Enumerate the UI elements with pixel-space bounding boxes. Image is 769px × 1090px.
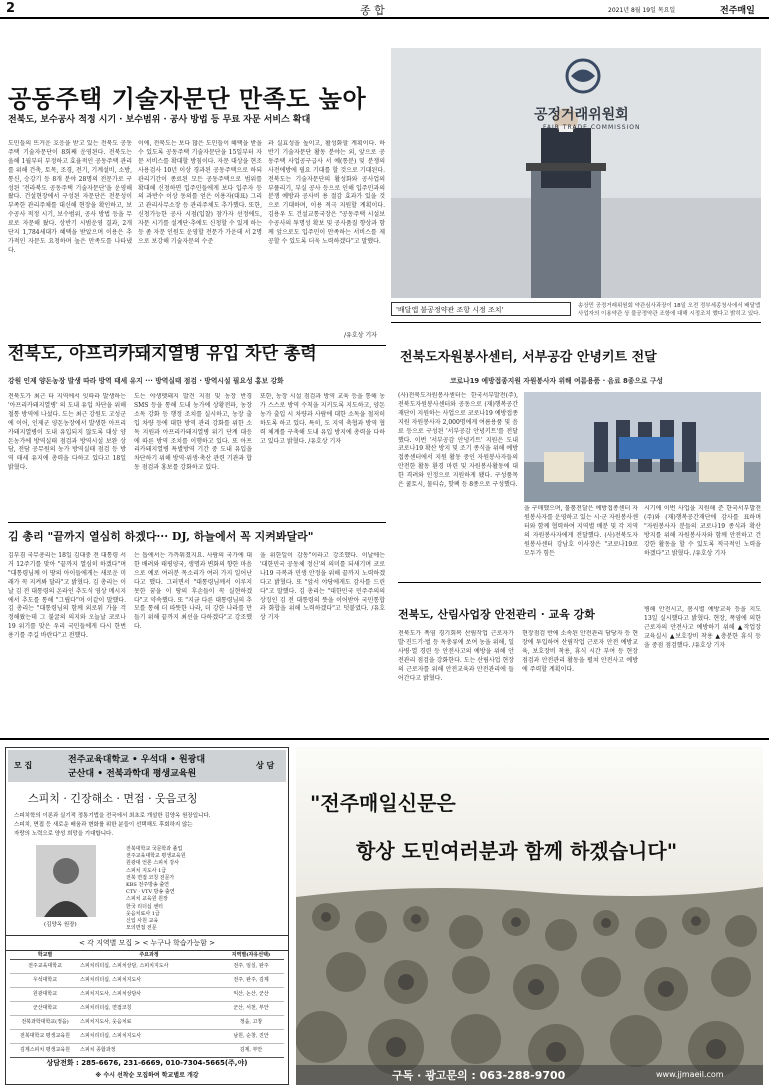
article3-headline: 김 총리 "끝까지 열심히 하겠다··· DJ, 하늘에서 꼭 지켜봐달라" xyxy=(8,530,314,543)
photo-illustration xyxy=(391,48,761,298)
table-header-cell: 학교별 xyxy=(37,952,53,958)
article3-col2: 는 돕에서는 가까워졌지요. 사람의 국가에 대한 배려와 태평양국, 생명과 변화의 향한 마음으로 예로 여러분 목소리가 여러 가지 일어난다고 했다. 그러면서 "대통령님께서 이루지 못한 꿈을 이 땅의 후손들이 꼭 실현하겠다"고 약속했다. 또 "지금 다른 대통령님의 추모를 통해 더 따뜻한 나라, 더 강한 나라를 만들기 위해 끝까지 최선을 다하겠다"고 강조했다. xyxy=(134,552,252,631)
profile-item: 스피치 지도사 1급 xyxy=(126,867,167,874)
table-cell: 스피치리더십, 스피치상담, 스피치지도사 xyxy=(80,963,169,969)
table-cell: 정읍, 고창 xyxy=(239,1019,263,1025)
article1-byline: /유호상 기자 xyxy=(344,332,377,339)
table-header-cell: 지역별(자유선택) xyxy=(231,952,271,958)
masthead-name: 전주매일 xyxy=(720,6,755,16)
article4-col1: (사)전북도자원봉사센터는 한국서부발전(주), 전북도자원봉사센터와 공동으로 (재)행복공간재단이 지원하는 사업으로 코로나19 예방접종지원 자원봉사자 2,000명에게 여름용품 및 음료 등으로 구성된 '서부공감 안녕키트'를 전달했다. 이번 '서부공감 안녕키트' 지원은 도내 코로나19 확산 방지 및 조기 종식을 위해 예방접종센터에서 지원 활동 중인 자원봉사자들의 안전한 활동 환경 마련 및 자원봉사활동에 대한 격려와 인정으로 지원하게 됐다. 구성품목은 쿨토시, 물티슈, 핫팩 등 8종으로 구성했다. xyxy=(398,392,518,489)
section-title: 종 합 xyxy=(360,4,385,17)
article2-subhead: 강원 인제 양돈농장 발생 따라 방역 태세 유지 ··· 방역실태 점검 · 방역시설 필요성 홍보 강화 xyxy=(8,377,284,385)
promo-url[interactable]: www.jjmaeil.com xyxy=(656,1070,724,1079)
ad-divider xyxy=(0,738,769,740)
volunteer-photo xyxy=(524,392,761,502)
article1-col3: 과 실효성을 높이고, 활성화할 계획이다. 하반기 기술자문단 활동 분야는 외, 앞으로 공동주택 사업공구급사 서 예(통분) 및 분쟁의 사전에방에 필요 기대를 할 것으로 기대된다. 전북도는 기술자문단의 활성화와 공사업의 부풀리기, 부실 공사 등으로 인해 입주민과의 분쟁 예방과 공사비 용 절감 효과가 있을 것으로 기대하며, 이용 적극 지원할 계획이다. 김용우 도 건설교통국장은 "공동주택 시설보수공사의 투명성 확보 및 공사품질 향상과 함께 앞으로도 입주민이 만족하는 서비스를 제공할 수 있도록 더욱 노력하겠다"고 말했다. xyxy=(268,140,385,245)
table-cell: 전주교육대학교 xyxy=(28,963,62,969)
photo-sign-english: FAIR TRADE COMMISSION xyxy=(543,124,641,131)
table-cell: 스피치지도사, 웃음치료 xyxy=(80,1019,132,1025)
rule-3 xyxy=(8,522,386,523)
ad-intro-line1: 스피치학의 이론과 실기적 정통기법을 전국에서 최초로 개설한 김양옥 원장입니다. xyxy=(14,813,211,819)
profile-item: 전북 면접 코칭 전문가 xyxy=(126,874,175,881)
table-cell: 김제, 부안 xyxy=(239,1047,263,1053)
profile-item: 원광대 언론 스피치 강사 xyxy=(126,860,180,867)
speech-academy-ad xyxy=(5,747,289,1085)
profile-item: 전주교육대학교 평생교육원 xyxy=(126,853,186,860)
ad-intro-line2: 스피치, 면접 등 새로운 배움과 변화를 위한 분들이 선택해도 후회하지 않는 xyxy=(14,822,193,828)
table-row xyxy=(10,974,284,988)
profile-item: 신입 사원 교육 xyxy=(126,918,159,925)
instructor-profile xyxy=(126,846,286,932)
table-cell: 우석대학교 xyxy=(32,977,58,983)
table-cell: 원광대학교 xyxy=(32,991,58,997)
ad-tag-right: 상 담 xyxy=(256,761,275,770)
profile-item: 전북대학교 국문학과 졸업 xyxy=(126,846,183,852)
article1-headline: 공동주택 기술자문단 만족도 높아 xyxy=(8,84,367,113)
rule-4 xyxy=(398,582,761,583)
table-cell: 스피치리더십, 스피치지도사 xyxy=(80,977,142,983)
table-cell: 군산, 서천, 부안 xyxy=(233,1005,269,1011)
ad-school-line1: 전주교육대학교 • 우석대 • 원광대 xyxy=(68,755,206,765)
table-row xyxy=(10,988,284,1002)
ad-school-line2: 군산대 • 전북과학대 평생교육원 xyxy=(68,769,197,779)
article3-col3: 을 위한일이 감동"이라고 강조했다. 이날에는 '대한민국 공동체 정신'의 의미를 되새기며 코로나19 극복과 민생 안정을 위해 끝까지 노력하겠다고 밝혔다. 또 "앞서 야당에게도 감사를 드린다"고 말했다. 김 총리는 "대한민국 민주주의의 상징인 김 전 대통령의 뜻을 이어받아 국민통합과 화합을 위해 노력하겠다"고 덧붙였다. /유호상 기자 xyxy=(260,552,385,622)
article1-col1: 도민들의 뜨거운 호응을 받고 있는 전북도 공동주택 기술자문단이 8회째 운영된다. 전북도는 올해 1월부터 부정하고 효율적인 공동주택 관리를 위해 건축, 토목, 조경, 전기, 기계설비, 소방, 통신, 승강기 등 8개 분야 28명의 전문가로 구성된 '전라북도 공동주택 기술자문단'을 운영해왔다. 건설현장에서 구성된 자문단은 전문성이 부족한 관리주체를 대신해 현장을 확인하고, 보수공사 적정 시기, 보수범위, 공사 방법 등을 무료로 자문해 왔다. 상반기 시범운영 결과, 2개 단지 1,784세대가 혜택을 받았으며 이용은 추가적인 자문도 요청하며 높은 만족도를 나타냈다. xyxy=(8,140,132,254)
promo-quote-line1: "전주매일신문은 xyxy=(310,791,456,815)
table-cell: 스피치 종합과정 xyxy=(80,1047,116,1053)
table-cell: 전주, 완주, 김제 xyxy=(233,977,269,983)
table-row xyxy=(10,1016,284,1030)
article4-col3: 시기에 이번 사업을 지원해 준 한국서부발전(주)와 (재)행복공간재단에 감사를 표하며 "자원봉사자 분들의 코로나19 종식과 확산 방지를 위해 자원봉사자와 함께 안전하고 건강한 활동을 할 수 있도록 적극적인 노력을 하겠다"고 밝혔다. /유호상 기자 xyxy=(644,505,761,557)
article5-col3: 병해 안전시고, 봄시별 예방교육 등을 지도 13일 실시했다고 밝혔다. 현장, 폭염에 의한 근로자의 안전사고 예방하기 위해 ▲작업장 교육실시 ▲보호장비 착용 ▲충분한 휴식 등을 중점 점검했다. /유호상 기자 xyxy=(644,606,761,649)
ad-note: ※ 수시 선착순 모집하여 학교별로 개강 xyxy=(95,1072,199,1079)
photo-label: '배달앱 불공정약관 조항 시정 조치' xyxy=(391,302,571,316)
ad-course-list: 스피치 · 긴장해소 · 면접 · 웃음코칭 xyxy=(28,792,198,805)
ad-table xyxy=(10,952,284,1058)
article2-headline: 전북도, 아프리카돼지열병 유입 차단 총력 xyxy=(8,344,317,364)
article2-col1: 전북도가 최근 타 지역에서 잇따라 발생하는 '아프리카돼지열병' 의 도내 유입 차단을 위해 철통 방역에 나섰다. 도는 최근 강원도 고성군에 이어, 인제군 양돈농장에서 발생한 아프리카돼지열병이 도내 유입되지 않도록 대상 양돈농가에 방역실태 점검과 방역시설 보완 상담, 전담 공무원의 농가 방역실태 점검 등 방역 태세 유지에 총력을 다하고 있다고 18일 밝혔다. xyxy=(8,393,126,472)
article4-col2: 을 구매했으며, 물품전달은 예방접종센터 자원봉사자를 운영하고 있는 시·군 자원봉사센터와 함께 협력하여 지역별 배분 및 각 지역의 자원봉사자에게 전달했다. (사)전북도자원봉사센터 강남호 이사장은 "코로나19로 모두가 힘든 xyxy=(524,505,638,557)
issue-date: 2021년 8월 19일 목요일 xyxy=(608,7,676,14)
article1-col2: 이에, 전북도는 보다 많은 도민들이 혜택을 받을 수 있도록 공동주택 기술자문단을 15일부터 자문 서비스를 확대할 방침이다. 자문 대상을 현조 사용검사 10년 이상 경과된 공동주택으로 하되 관리기간이 종료된 모든 공동주택으로 범위를 확대해 신청하면 입주민들에게 보다 입주자 등의 과반수 이상 동의를 얻은 이용자(대표) 그리고 관리사무소장 등 관리주체도 추가했다. 또한, 신청가능한 공사 시점(입찰) 참가자 선정에도, 자문 시기를 설계단·추에도 신청할 수 있게 하는 등 좀 자문 인원도 운영할 전문가 가운데 서 2명으로 보강해 기술자문의 수준 xyxy=(138,140,262,245)
ad-table-title: < 각 지역별 모집 > < 누구나 학습가능함 > xyxy=(6,935,288,951)
table-row xyxy=(10,1030,284,1044)
table-row xyxy=(10,1002,284,1016)
profile-item: 웃음치료사 1급 xyxy=(126,910,160,917)
newspaper-promo-ad xyxy=(296,747,763,1085)
article2-col2: 도는 야생멧돼지 발견 지점 및 농장 반경 SMS 등을 통해 도내 농가에 상황전파, 농장 소독 강화 등 행정 조치를 실시하고, 농장 출입 차량 등에 대한 방역 관리 강화를 위한 소독 지원과 아프리카돼지열병 위기 단계 대응에 따른 방역 조치를 이행하고 있다. 또 아프리카돼지열병 특별방역 기간 중 도내 유입을 차단하기 위해 방역·위생·축산 관련 기관과 합동 점검과 홍보를 강화하고 있다. xyxy=(134,393,252,472)
article1-subhead: 전북도, 보수공사 적정 시기 · 보수범위 · 공사 방법 등 무료 자문 서비스 확대 xyxy=(8,115,311,125)
table-row xyxy=(10,960,284,974)
ad-intro-line3: 자랑의 노력으로 양성 희망을 기대합니다. xyxy=(14,831,114,837)
table-cell: 전북대학교 평생교육원 xyxy=(20,1033,70,1039)
instructor-photo xyxy=(36,845,96,917)
ad-tag-left: 모 집 xyxy=(14,761,33,770)
ad-contact: 상담전화 : 285-6676, 231-6669, 010-7304-5665(주,야) xyxy=(46,1059,248,1067)
promo-quote-line2: 항상 도민여러분과 함께 하겠습니다" xyxy=(356,839,678,863)
volunteer-photo-illustration xyxy=(524,392,761,502)
press-photo xyxy=(391,48,761,298)
profile-item: KBS 전주방송 출연 xyxy=(126,882,169,889)
article4-subhead: 코로나19 예방접종지원 자원봉사자 위해 여름용품 · 음료 8종으로 구성 xyxy=(450,377,663,385)
article4-headline: 전북도자원봉사센터, 서부공감 안녕키트 전달 xyxy=(400,350,657,365)
table-cell: 남원, 순창, 진안 xyxy=(233,1033,269,1039)
photo-sign-text: 공정거래위원회 xyxy=(534,107,629,123)
table-cell: 김제스피치 평생교육원 xyxy=(20,1047,70,1053)
article5-col1: 전북도가 폭염 경기회복 산림작업 근로자가 발·진드기·벌 등 독충류에 쏘여 농을 위해, 일사병·열 경련 등 안전사고의 예방을 위해 안전관리 점검을 강화한다. 도는 산림사업 현장의 근로자를 위해 안전교육과 안전관리에 들어간다고 밝혔다. xyxy=(398,630,514,682)
table-cell: 스피치지도사, 스피치상담사 xyxy=(80,991,142,997)
table-row xyxy=(10,1044,284,1058)
table-cell: 군산대학교 xyxy=(32,1005,58,1011)
article3-col1: 김부겸 국무총리는 18일 김대중 전 대통령 서거 12주기를 맞아 "끝까지 열심히 하겠다"며 "대통령님께 이 땅의 아이들에게는 새로운 미래가 꼭 지켜봐 달라"고 밝혔다. 김 총리는 이날 김 전 대통령의 온라인 추도식 영상 메시지에서 추도를 통해 "그립다"며 이같이 말했다. 김 총리는 "대통령님의 함께 외로워 가을 걱정해왔는데 그 불굴의 의지와 오늘날 코로나19 위기를 맞은 우리 국민들에게 다시 한번 용기를 주길 바란다"고 전했다. xyxy=(8,552,126,640)
profile-item: 스피치 교육원 원장 xyxy=(126,896,168,903)
table-cell: 익산, 논산, 군산 xyxy=(233,991,269,997)
promo-contact: 구독 · 광고문의 : 063-288-9700 xyxy=(392,1069,566,1082)
page-number: 2 xyxy=(6,1,16,16)
table-cell: 스피치리더십, 면접코칭 xyxy=(80,1005,132,1011)
avatar xyxy=(36,845,96,917)
instructor-caption: (김양옥 원장) xyxy=(44,922,77,928)
table-cell: 스피치리더십, 스피치지도사 xyxy=(80,1033,142,1039)
article5-headline: 전북도, 산림사업장 안전관리 · 교육 강화 xyxy=(398,608,595,621)
header-rule xyxy=(0,17,769,19)
table-cell: 전주, 임실, 완주 xyxy=(233,963,269,969)
article5-col2: 현장점검 반에 소속된 안전관리 담당자 등 현장에 투입하여 산림작업 근로자 안전 예방교육, 보호장비 착용, 휴식 시간 부여 등 현장 점검과 안전관리 활동을 펼쳐 안전사고 예방에 주력할 계획이다. xyxy=(522,630,638,673)
table-header-cell: 주요과정 xyxy=(139,952,159,958)
table-cell: 전북과학대학교(정읍) xyxy=(21,1019,69,1025)
ad-table-header xyxy=(10,952,284,960)
profile-item: CTV · VTV 방송 출연 xyxy=(126,889,175,896)
profile-item: 한국 리더십 센터 xyxy=(126,903,163,910)
rule-2 xyxy=(391,322,761,323)
article2-col3: 또한, 농장 시설 점검과 방역 교육 등을 통해 농가 스스로 방역 수칙을 지키도록 지도하고, 양돈농가 출입 시 차량과 사람에 대한 소독을 철저히 하도록 하고 있다. 특히, 도 지역 축협과 방역 협력 체계를 구축해 도내 유입 방지에 총력을 다하고 있다고 밝혔다. /유호상 기자 xyxy=(260,393,385,445)
photo-caption: 송상민 공정거래위원회 약관심사과장이 18일 오전 정부세종청사에서 배달앱 사업자의 이용약관 상 불공정약관 조항에 대해 시정조치 했다고 밝히고 있다. xyxy=(578,303,761,317)
profile-item: 모의면접 전문 xyxy=(126,925,157,932)
